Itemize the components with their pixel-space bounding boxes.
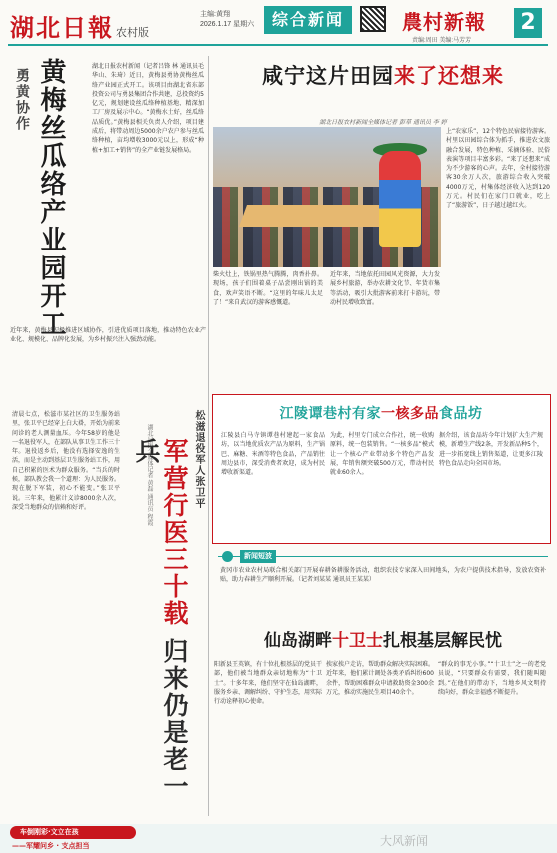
column-divider	[208, 56, 209, 816]
photo-table	[239, 205, 397, 227]
news-short-body: 黄冈市农业农村局联合相关部门开展春耕备耕服务活动，组织农技专家深入田间地头，为农户提供技术指导，发放农资补贴，助力春耕生产顺利开展。（记者刘某某 通讯员王某某）	[220, 567, 546, 584]
bottom-col-1: 阳新县王英镇，有十位扎根基层的党员干部，他们被当地群众亲切地称为“十卫士”。十多年来，他们坚守在仙岛湖畔，服务乡亲、调解纠纷、守护生态，用实际行动诠释初心使命。	[214, 661, 322, 706]
box-col-3: 据介绍，该食品坊今年计划扩大生产规模，新增生产线2条，开发新品种5个，进一步拓宽线上销售渠道，让更多江陵特色食品走向全国市场。	[439, 432, 543, 467]
left-bottom-head-line2: 归来仍是老一兵	[132, 438, 189, 800]
left-bottom-body: 清晨七点，松滋市某社区的卫生服务站里，张卫平已经穿上白大褂，开始为前来问诊的老人测量血压。今年58岁的他是一名退役军人，在部队从事卫生工作三十年。退役返乡后，他没有选择安逸的生活，而是主动到基层卫生服务站工作，用自己积累的医术为群众服务。“当兵的时候，部队教会我一个道理：为人民服务。现在脱下军装，初心不能变。”张卫平说。三年来，他累计义诊8000余人次，深受当地群众的信赖和好评。	[12, 411, 120, 511]
photo-performer	[379, 151, 421, 247]
masthead-rule	[8, 44, 548, 46]
edition-label: 农村版	[116, 27, 149, 39]
footer-pill: 车倒刚彩·文立在孩	[10, 826, 136, 839]
left-top-body-bottom: 近年来，黄梅县积极推进区域协作，引进优质项目落地，推动特色农业产业化、规模化、品牌化发展，为乡村振兴注入强劲动能。	[10, 327, 206, 344]
page-number: 2	[514, 8, 542, 38]
watermark: 大风新闻	[380, 834, 429, 848]
main-col-3: 上“农家乐”，12个特色民宿接待游客。村里以田园综合体为抓手，推进农文旅融合发展，特色种植、采摘体验、民俗表演等项目丰富多彩。“来了还想来”成为不少游客的心声。去年，全村接待游客30余万人次，旅游综合收入突破4000万元，村集体经济收入达到120万元。村民们在家门口就业，吃上了“旅游饭”，日子越过越红火。	[446, 128, 550, 210]
left-bottom-author: 湖北日报全媒体记者 黄磊 通讯员 程霞	[146, 424, 153, 526]
bottom-col-2: 挨家挨户走访，帮助群众解决实际困难。近年来，他们累计调处各类矛盾纠纷600余件，帮助困难群众申请救助资金300余万元，推动实施民生项目40余个。	[326, 661, 434, 696]
right-brand-sub: 责编:周田 美编:马芳芳	[412, 38, 472, 44]
main-byline: 湖北日报农村新闻全媒体记者 彭草 通讯员 李 婷	[319, 119, 447, 126]
boxed-article	[212, 394, 551, 544]
paper-name: 湖北日報 农村版	[10, 13, 149, 42]
news-short-tag	[218, 550, 338, 563]
right-brand: 農村新報	[402, 10, 486, 34]
left-top-headline: 黄梅丝瓜络产业园开工	[36, 58, 66, 338]
masthead	[0, 0, 557, 58]
section-title: 综合新闻	[264, 6, 352, 34]
left-bottom-small-head: 松滋退役军人张卫平	[193, 410, 204, 509]
left-bottom-titles	[122, 410, 206, 810]
main-headline: 咸宁这片田园来了还想来	[262, 63, 504, 88]
box-col-1: 江陵县白马寺镇谭巷村建起一家食品坊，以当地优质农产品为原料，生产锅巴、麻糖、米酒等特色食品，产品销往周边县市，深受消费者欢迎，成为村民增收新渠道。	[221, 432, 325, 477]
main-col-2: 近年来，当地依托田园风光资源，大力发展乡村旅游，举办农耕文化节、年货市集等活动，吸引大批游客前来打卡游玩，带动村民增收致富。	[330, 271, 440, 306]
left-top-body: 湖北日报农村新闻（记者吕锋 林 通讯员毛华山、朱琦）近日，黄梅县勇协黄梅丝瓜络产业园正式开工。该项目由湖北省东部投资公司与勇县集团合作共建，总投资约5亿元，规划建设丝瓜络种植基地、精深加工厂房及展示中心。“黄梅水土好，丝瓜络品质优。”黄梅县相关负责人介绍，项目建成后，将带动周边5000余户农户参与丝瓜络种植，亩均增收3000元以上，形成“种植+加工+销售”的全产业链发展格局。	[92, 63, 204, 154]
bottom-col-3: “群众的事无小事。”“十卫士”之一的老党员说，“只要群众有需要，我们随叫随到。”在他们的带动下，当地乡风文明持续向好，群众幸福感不断提升。	[438, 661, 546, 696]
left-bottom-big-head	[132, 438, 188, 810]
left-bottom-head-line1: 军营行医三十载	[160, 438, 189, 627]
qr-code-icon	[360, 6, 386, 32]
bottom-headline: 仙岛湖畔十卫士扎根基层解民忧	[264, 631, 502, 651]
box-col-2: 为此，村里专门成立合作社，统一收购原料，统一包装销售。“一核多品”模式让一个核心产业带动多个特色产品发展，年销售额突破500万元，带动村民就业60余人。	[330, 432, 434, 477]
date-line: 2026.1.17 星期六	[200, 21, 255, 28]
main-col-1: 柴火灶上，铁锅里热气腾腾，肉香扑鼻。现场，孩子们围着桌子品尝刚出锅的美食，欢声笑语不断。“这里的年味儿太足了！”来自武汉的游客感慨道。	[213, 271, 323, 306]
masthead-meta	[200, 10, 254, 30]
left-top-tag: 勇黄协作	[14, 68, 30, 132]
box-title: 江陵谭巷村有家一核多品食品坊	[279, 406, 483, 422]
news-short-label: 新闻短波	[240, 550, 276, 563]
news-short-icon	[222, 551, 233, 562]
editor-line: 主编:黄翔	[200, 11, 230, 18]
footer-sub: ——军耀问乡 · 支点担当	[12, 842, 90, 850]
main-photo	[213, 127, 441, 267]
